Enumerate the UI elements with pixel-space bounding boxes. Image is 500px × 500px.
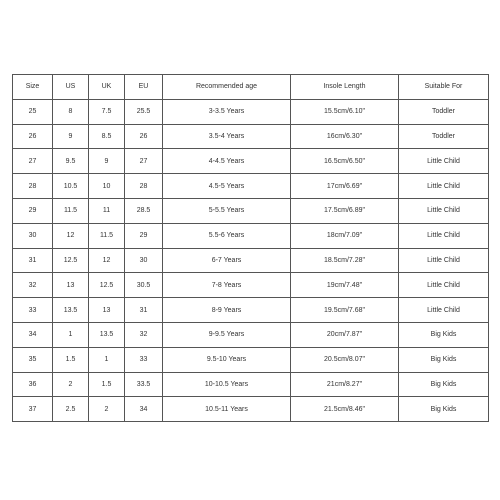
table-row (13, 99, 489, 124)
cell-us: 2 (53, 372, 89, 397)
cell-uk: 9 (89, 149, 125, 174)
cell-suitable-for: Little Child (399, 174, 489, 199)
cell-uk: 2 (89, 397, 125, 422)
cell-insole-length: 19.5cm/7.68" (291, 298, 399, 323)
size-chart-header (13, 75, 489, 100)
cell-uk: 12.5 (89, 273, 125, 298)
cell-size: 31 (13, 248, 53, 273)
cell-suitable-for: Little Child (399, 248, 489, 273)
size-chart-table (12, 74, 489, 422)
cell-us: 13 (53, 273, 89, 298)
cell-size: 32 (13, 273, 53, 298)
cell-insole-length: 17cm/6.69" (291, 174, 399, 199)
cell-recommended-age: 7-8 Years (163, 273, 291, 298)
header-cell-us: US (53, 75, 89, 100)
header-cell-eu: EU (125, 75, 163, 100)
header-row (13, 75, 489, 100)
cell-eu: 25.5 (125, 99, 163, 124)
table-row (13, 273, 489, 298)
cell-insole-length: 18cm/7.09" (291, 223, 399, 248)
cell-uk: 10 (89, 174, 125, 199)
cell-insole-length: 16cm/6.30" (291, 124, 399, 149)
cell-uk: 13 (89, 298, 125, 323)
cell-uk: 11.5 (89, 223, 125, 248)
cell-suitable-for: Toddler (399, 124, 489, 149)
cell-suitable-for: Little Child (399, 298, 489, 323)
cell-suitable-for: Big Kids (399, 322, 489, 347)
cell-recommended-age: 6-7 Years (163, 248, 291, 273)
cell-insole-length: 19cm/7.48" (291, 273, 399, 298)
table-row (13, 372, 489, 397)
cell-size: 29 (13, 198, 53, 223)
cell-eu: 29 (125, 223, 163, 248)
cell-size: 34 (13, 322, 53, 347)
cell-size: 28 (13, 174, 53, 199)
cell-recommended-age: 5.5-6 Years (163, 223, 291, 248)
cell-uk: 1 (89, 347, 125, 372)
cell-uk: 12 (89, 248, 125, 273)
cell-recommended-age: 3-3.5 Years (163, 99, 291, 124)
cell-insole-length: 17.5cm/6.89" (291, 198, 399, 223)
cell-insole-length: 15.5cm/6.10" (291, 99, 399, 124)
cell-recommended-age: 8-9 Years (163, 298, 291, 323)
cell-insole-length: 21.5cm/8.46" (291, 397, 399, 422)
table-row (13, 248, 489, 273)
cell-us: 11.5 (53, 198, 89, 223)
cell-suitable-for: Little Child (399, 149, 489, 174)
cell-eu: 33.5 (125, 372, 163, 397)
cell-eu: 27 (125, 149, 163, 174)
table-row (13, 347, 489, 372)
cell-us: 13.5 (53, 298, 89, 323)
cell-eu: 32 (125, 322, 163, 347)
cell-uk: 8.5 (89, 124, 125, 149)
cell-size: 27 (13, 149, 53, 174)
cell-suitable-for: Little Child (399, 223, 489, 248)
cell-uk: 1.5 (89, 372, 125, 397)
cell-eu: 30.5 (125, 273, 163, 298)
cell-us: 2.5 (53, 397, 89, 422)
header-cell-insole-length: Insole Length (291, 75, 399, 100)
cell-eu: 33 (125, 347, 163, 372)
cell-us: 12 (53, 223, 89, 248)
cell-eu: 28.5 (125, 198, 163, 223)
cell-suitable-for: Little Child (399, 198, 489, 223)
cell-size: 33 (13, 298, 53, 323)
table-row (13, 174, 489, 199)
cell-size: 25 (13, 99, 53, 124)
cell-recommended-age: 5-5.5 Years (163, 198, 291, 223)
cell-size: 26 (13, 124, 53, 149)
cell-recommended-age: 10.5-11 Years (163, 397, 291, 422)
cell-recommended-age: 9.5-10 Years (163, 347, 291, 372)
table-row (13, 124, 489, 149)
table-row (13, 198, 489, 223)
table-row (13, 322, 489, 347)
cell-insole-length: 21cm/8.27" (291, 372, 399, 397)
cell-uk: 11 (89, 198, 125, 223)
cell-eu: 26 (125, 124, 163, 149)
cell-us: 9.5 (53, 149, 89, 174)
cell-size: 37 (13, 397, 53, 422)
cell-suitable-for: Big Kids (399, 372, 489, 397)
cell-us: 9 (53, 124, 89, 149)
cell-uk: 7.5 (89, 99, 125, 124)
cell-us: 1 (53, 322, 89, 347)
cell-suitable-for: Toddler (399, 99, 489, 124)
header-cell-suitable-for: Suitable For (399, 75, 489, 100)
header-cell-uk: UK (89, 75, 125, 100)
cell-recommended-age: 9-9.5 Years (163, 322, 291, 347)
cell-suitable-for: Big Kids (399, 347, 489, 372)
cell-size: 36 (13, 372, 53, 397)
size-chart-body (13, 99, 489, 421)
table-row (13, 149, 489, 174)
cell-suitable-for: Big Kids (399, 397, 489, 422)
table-row (13, 397, 489, 422)
cell-us: 1.5 (53, 347, 89, 372)
table-row (13, 223, 489, 248)
cell-size: 30 (13, 223, 53, 248)
cell-insole-length: 20.5cm/8.07" (291, 347, 399, 372)
cell-insole-length: 16.5cm/6.50" (291, 149, 399, 174)
cell-eu: 34 (125, 397, 163, 422)
cell-eu: 28 (125, 174, 163, 199)
cell-us: 8 (53, 99, 89, 124)
header-cell-recommended-age: Recommended age (163, 75, 291, 100)
cell-recommended-age: 3.5-4 Years (163, 124, 291, 149)
header-cell-size: Size (13, 75, 53, 100)
cell-uk: 13.5 (89, 322, 125, 347)
cell-insole-length: 20cm/7.87" (291, 322, 399, 347)
cell-insole-length: 18.5cm/7.28" (291, 248, 399, 273)
cell-recommended-age: 10-10.5 Years (163, 372, 291, 397)
cell-eu: 31 (125, 298, 163, 323)
cell-us: 12.5 (53, 248, 89, 273)
cell-us: 10.5 (53, 174, 89, 199)
cell-size: 35 (13, 347, 53, 372)
cell-suitable-for: Little Child (399, 273, 489, 298)
table-row (13, 298, 489, 323)
cell-eu: 30 (125, 248, 163, 273)
cell-recommended-age: 4.5-5 Years (163, 174, 291, 199)
cell-recommended-age: 4-4.5 Years (163, 149, 291, 174)
